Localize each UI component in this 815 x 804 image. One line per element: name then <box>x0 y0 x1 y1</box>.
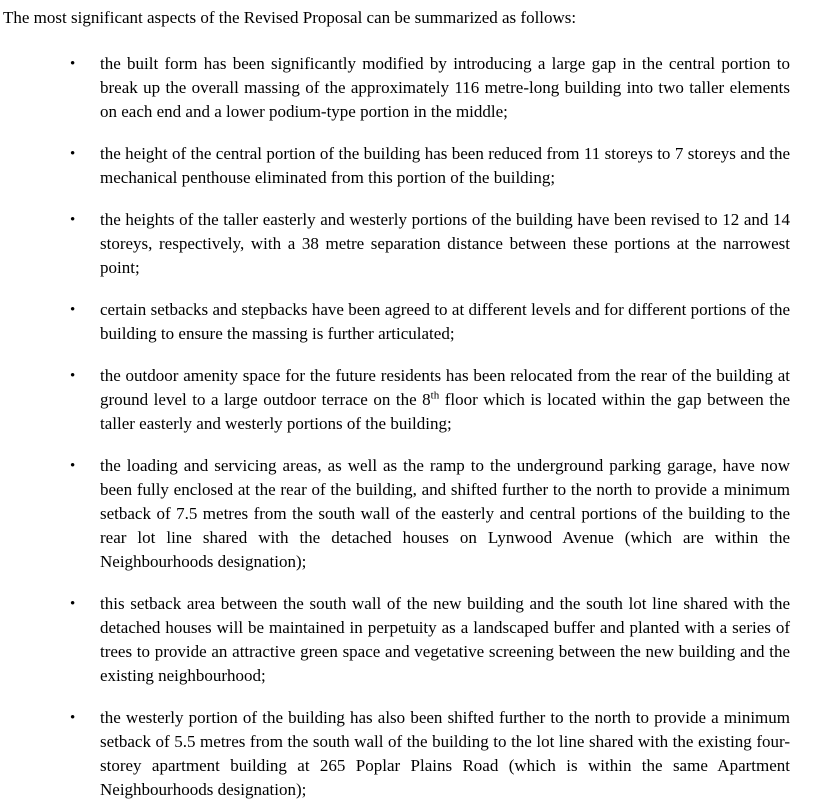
bullet-marker-icon: • <box>70 302 76 318</box>
bullet-item-setbacks-stepbacks <box>70 298 790 346</box>
bullet-marker-icon: • <box>70 146 76 162</box>
bullet-item-built-form <box>70 52 790 124</box>
bullet-list <box>3 52 790 802</box>
bullet-item-easterly-westerly-heights <box>70 208 790 280</box>
bullet-text-built-form: the built form has been significantly modified by introducing a large gap in the central portion to break up the overall massing of the approximately 116 metre-long building into two taller elements on each end and a lower podium-type portion in the middle; <box>100 54 790 121</box>
bullet-marker-icon: • <box>70 212 76 228</box>
bullet-item-loading-servicing <box>70 454 790 574</box>
bullet-item-westerly-shift <box>70 706 790 802</box>
bullet-marker-icon: • <box>70 710 76 726</box>
ordinal-superscript: th <box>430 389 440 402</box>
bullet-marker-icon: • <box>70 458 76 474</box>
bullet-text-setbacks-stepbacks: certain setbacks and stepbacks have been agreed to at different levels and for different portions of the building to ensure the massing is further articulated; <box>100 300 790 343</box>
bullet-item-outdoor-amenity <box>70 364 790 436</box>
bullet-item-central-height <box>70 142 790 190</box>
bullet-marker-icon: • <box>70 596 76 612</box>
bullet-marker-icon: • <box>70 56 76 72</box>
bullet-text-outdoor-amenity <box>100 364 790 436</box>
bullet-text-outdoor-amenity-after: floor which is located within the gap between the taller easterly and westerly portions of the building; <box>100 390 790 433</box>
bullet-text-westerly-shift: the westerly portion of the building has also been shifted further to the north to provide a minimum setback of 5.5 metres from the south wall of the building to the lot line shared with the existing four-storey apartment building at 265 Poplar Plains Road (which is within the same Apartment Neighbourhoods designation); <box>100 708 790 799</box>
intro-paragraph: The most significant aspects of the Revised Proposal can be summarized as follows: <box>3 8 577 27</box>
bullet-item-landscaped-buffer <box>70 592 790 688</box>
bullet-text-landscaped-buffer: this setback area between the south wall of the new building and the south lot line shared with the detached houses will be maintained in perpetuity as a landscaped buffer and planted with a series of trees to provide an attractive green space and vegetative screening between the new building and the existing neighbourhood; <box>100 594 790 685</box>
bullet-text-loading-servicing: the loading and servicing areas, as well as the ramp to the underground parking garage, have now been fully enclosed at the rear of the building, and shifted further to the north to provide a minimum setback of 7.5 metres from the south wall of the easterly and central portions of the building to the rear lot line shared with the detached houses on Lynwood Avenue (which are within the Neighbourhoods designation); <box>100 456 790 571</box>
bullet-marker-icon: • <box>70 368 76 384</box>
bullet-text-outdoor-amenity-before: the outdoor amenity space for the future residents has been relocated from the rear of the building at ground level to a large outdoor terrace on the 8 <box>100 366 790 409</box>
bullet-text-central-height: the height of the central portion of the building has been reduced from 11 storeys to 7 storeys and the mechanical penthouse eliminated from this portion of the building; <box>100 144 790 187</box>
bullet-text-easterly-westerly-heights: the heights of the taller easterly and westerly portions of the building have been revised to 12 and 14 storeys, respectively, with a 38 metre separation distance between these portions at the narrowest point; <box>100 210 790 277</box>
